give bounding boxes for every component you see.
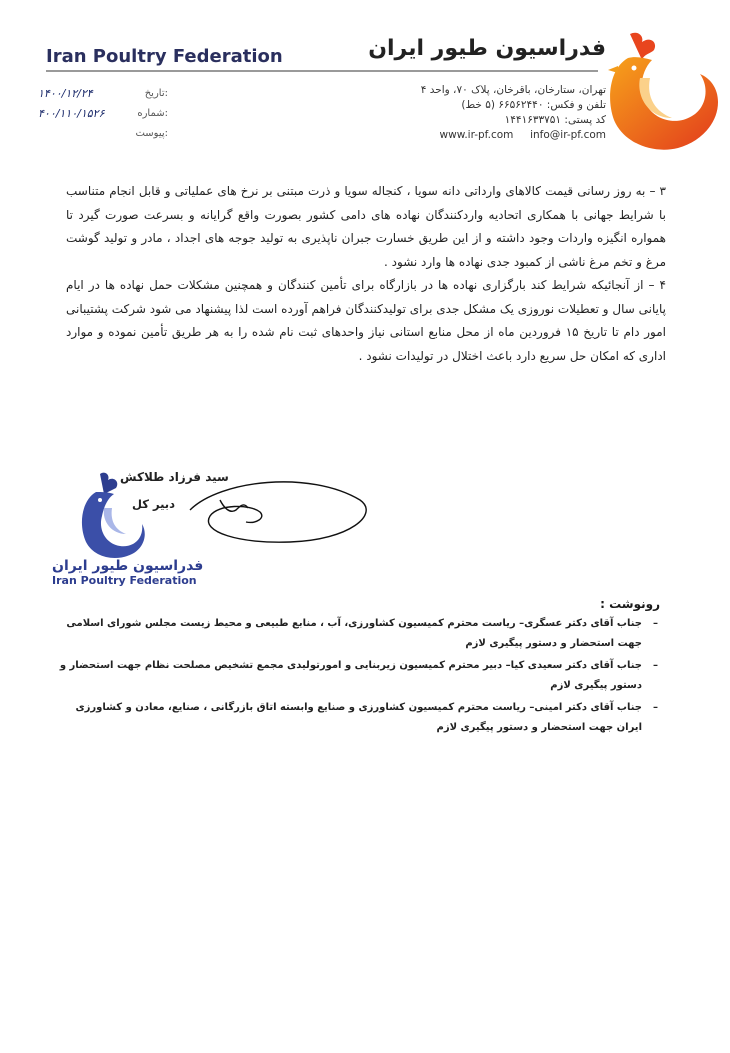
address-line: تهران، ستارخان، باقرخان، پلاک ۷۰، واحد ۴ — [420, 84, 606, 96]
cc-item — [50, 698, 658, 738]
date-label: تاریخ: — [144, 88, 168, 99]
federation-logo — [600, 28, 722, 154]
cc-bullet: – — [653, 702, 658, 713]
letter-meta — [38, 84, 168, 144]
number-row — [38, 104, 168, 124]
header-divider — [46, 70, 598, 72]
contact-block — [276, 83, 606, 143]
postal-line: کد پستی: ۱۴۴۱۶۳۳۷۵۱ — [504, 114, 606, 126]
stamp-name-fa: فدراسیون طیور ایران — [52, 558, 204, 574]
attachment-label: پیوست: — [135, 128, 168, 139]
cc-item — [50, 656, 658, 696]
paragraph-4: ۴ – از آنجائیکه شرایط کند بارگزاری نهاده ها در بازارگاه برای تأمین کنندگان و همچنین مشکلات حمل نهاده ها در ایام پایانی سال و تعطیلات نوروزی یک مشکل جدی برای تولیدکنندگان فراهم آورده است لذا پیشنهاد می شود شرکت پشتیبانی امور دام تا تاریخ ۱۵ فروردین ماه از محل منابع استانی نیاز واحدهای ثبت نام شده را به هر طریق تأمین نموده و موارد اداری که امکان حل سریع دارد باعث اختلال در تولیدات نشود . — [66, 278, 666, 363]
signer-title: دبیر کل — [132, 497, 176, 511]
cc-list — [50, 614, 658, 740]
signer-name: سید فرزاد طلاکش — [120, 470, 229, 484]
cc-item-text: جناب آقای دکتر سعیدی کیا– دبیر محترم کمیسیون زیربنایی و امورتولیدی مجمع تشخیص مصلحت نظام جهت استحضار و دستور پیگیری لازم — [59, 660, 642, 691]
web-line — [276, 128, 606, 143]
letter-body — [66, 180, 666, 368]
date-row — [38, 84, 168, 104]
stamp-name-en: Iran Poultry Federation — [52, 574, 197, 587]
attachment-row — [38, 124, 168, 144]
number-value: ۴۰۰/۱۱۰/۱۵۲۶ — [38, 107, 105, 120]
phone-line: تلفن و فکس: ۶۶۵۶۲۴۴۰ (۵ خط) — [461, 99, 606, 111]
cc-bullet: – — [653, 618, 658, 629]
federation-name-en: Iran Poultry Federation — [46, 46, 283, 67]
website-link[interactable]: www.ir-pf.com — [439, 129, 514, 141]
number-label: شماره: — [137, 108, 168, 119]
cc-title: رونوشت : — [600, 597, 660, 611]
cc-item — [50, 614, 658, 654]
email-link[interactable]: info@ir-pf.com — [530, 129, 606, 141]
federation-name-fa: فدراسیون طیور ایران — [368, 36, 606, 61]
cc-item-text: جناب آقای دکتر عسگری– ریاست محترم کمیسیون کشاورزی، آب ، منابع طبیعی و محیط زیست مجلس شورای اسلامی جهت استحضار و دستور پیگیری لازم — [66, 618, 642, 649]
cc-bullet: – — [653, 660, 658, 671]
paragraph-3: ۳ – به روز رسانی قیمت کالاهای وارداتی دانه سویا ، کنجاله سویا و ذرت مبتنی بر نرخ های عملیاتی و قابل انجام متناسب با شرایط جهانی با همکاری اتحادیه واردکنندگان نهاده های دامی کشور بصورت واقع گرایانه و بسرعت صورت گیرد تا همواره انگیزه واردات وجود داشته و از این طریق خسارت جبران ناپذیری به تولید جوجه های اجداد ، مادر و تولید گوشت مرغ و تخم مرغ ناشی از کمبود جدی نهاده ها وارد نشود . — [66, 184, 666, 269]
cc-item-text: جناب آقای دکتر امینی– ریاست محترم کمیسیون کشاورزی و صنایع وابسته اتاق بازرگانی ، صنایع، معادن و کشاورزی ایران جهت استحضار و دستور پیگیری لازم — [75, 702, 642, 733]
date-value: ۱۴۰۰/۱۲/۲۴ — [38, 87, 93, 100]
